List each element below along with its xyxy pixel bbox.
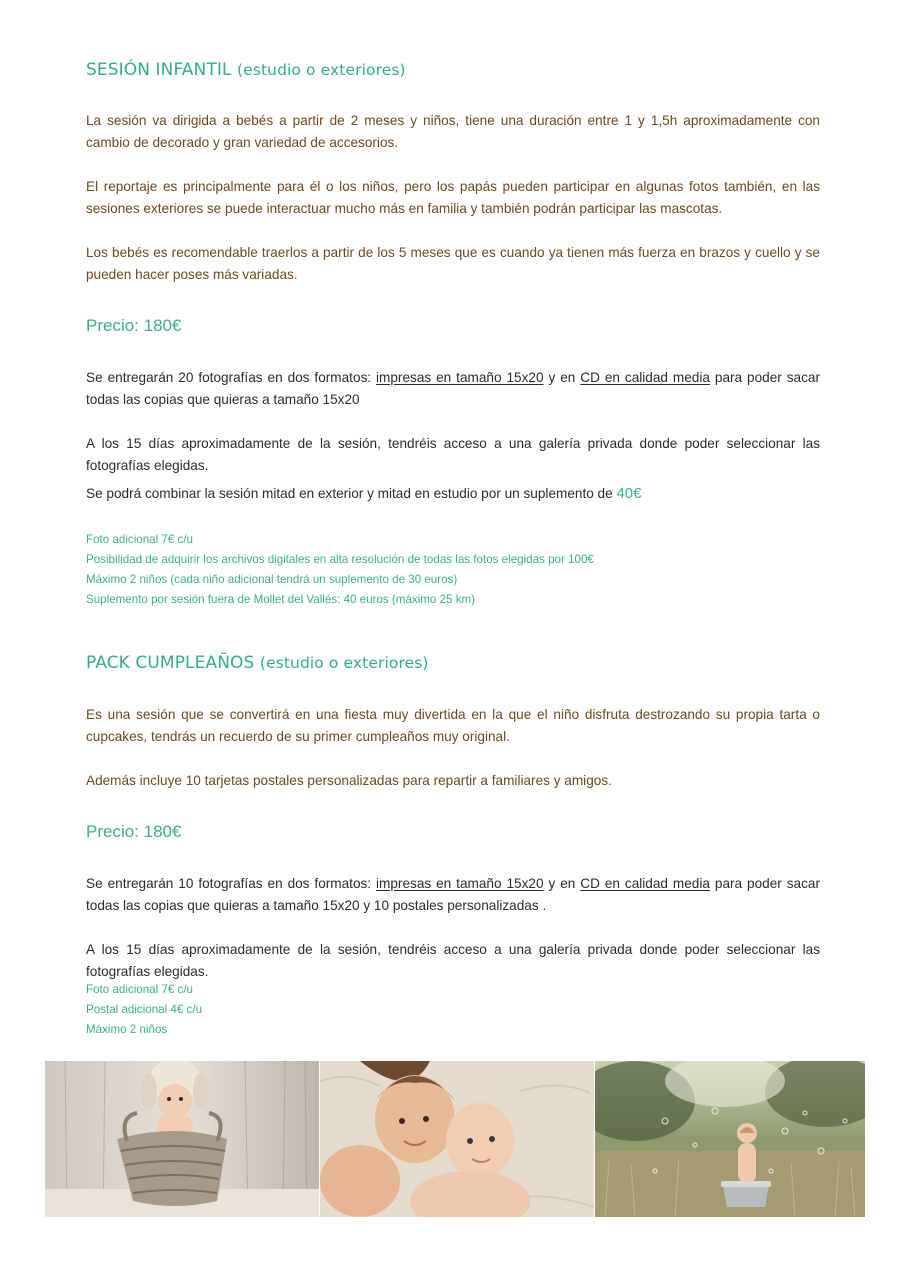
section-cumpleanos-price: Precio: 180€ xyxy=(86,822,182,841)
printed-format-link[interactable]: impresas en tamaño 15x20 xyxy=(376,876,544,891)
section-infantil-heading xyxy=(86,60,406,80)
delivery-text: y en xyxy=(543,370,581,385)
delivery-paragraph xyxy=(86,367,820,411)
cd-format-link[interactable]: CD en calidad media xyxy=(580,370,710,385)
section-infantil-notes xyxy=(86,530,594,610)
intro-paragraph: La sesión va dirigida a bebés a partir de 2 meses y niños, tiene una duración entre 1 y 1,5h aproximadamente con cambio de decorado y gran variedad de accesorios. xyxy=(86,113,820,150)
delivery-text: Se entregarán 10 fotografías en dos formatos: xyxy=(86,876,377,891)
section-cumpleanos-title: PACK CUMPLEAÑOS xyxy=(86,653,255,673)
combine-amount: 40€ xyxy=(616,485,642,502)
section-infantil-title: SESIÓN INFANTIL xyxy=(86,60,232,80)
note-item: Foto adicional 7€ c/u xyxy=(86,983,193,996)
family-paragraph: El reportaje es principalmente para él o los niños, pero los papás pueden participar en algunas fotos también, en las sesiones exteriores se puede interactuar mucho más en familia y también podrán participar las mascotas. xyxy=(86,179,820,216)
combine-paragraph xyxy=(86,483,820,505)
section-infantil-price: Precio: 180€ xyxy=(86,316,182,335)
note-item: Posibilidad de adquirir los archivos digitales en alta resolución de todas las fotos elegidas por 100€ xyxy=(86,553,594,566)
postcards-paragraph: Además incluye 10 tarjetas postales personalizadas para repartir a familiares y amigos. xyxy=(86,773,612,788)
note-item: Postal adicional 4€ c/u xyxy=(86,1003,203,1016)
birthday-gallery-paragraph: A los 15 días aproximadamente de la sesión, tendréis acceso a una galería privada donde poder seleccionar las fotografías elegidas. xyxy=(86,942,820,979)
printed-format-link[interactable]: impresas en tamaño 15x20 xyxy=(376,370,544,385)
cd-format-link[interactable]: CD en calidad media xyxy=(580,876,710,891)
note-item: Máximo 2 niños xyxy=(86,1023,168,1036)
section-cumpleanos-heading xyxy=(86,653,429,673)
birthday-intro-paragraph: Es una sesión que se convertirá en una fiesta muy divertida en la que el niño disfruta destrozando su propia tarta o cupcakes, tendrás un recuerdo de su primer cumpleaños muy original. xyxy=(86,707,820,744)
section-cumpleanos-notes xyxy=(86,980,202,1040)
delivery-text: para poder sacar todas las copias que quieras a tamaño 15x20 xyxy=(86,370,820,407)
siblings-lying-photo xyxy=(320,1061,594,1217)
note-item: Suplemento por sesión fuera de Mollet del Vallés: 40 euros (máximo 25 km) xyxy=(86,593,476,606)
birthday-delivery-paragraph xyxy=(86,873,820,917)
toddler-bubbles-outdoor-photo xyxy=(595,1061,865,1217)
gallery-paragraph: A los 15 días aproximadamente de la sesión, tendréis acceso a una galería privada donde poder seleccionar las fotografías elegidas. xyxy=(86,436,820,473)
babies-paragraph: Los bebés es recomendable traerlos a partir de los 5 meses que es cuando ya tienen más fuerza en brazos y cuello y se pueden hacer poses más variadas. xyxy=(86,245,820,282)
section-cumpleanos-subtitle: (estudio o exteriores) xyxy=(259,654,429,672)
section-infantil-subtitle: (estudio o exteriores) xyxy=(237,61,406,79)
delivery-text: y en xyxy=(543,876,581,891)
note-item: Máximo 2 niños (cada niño adicional tendrá un suplemento de 30 euros) xyxy=(86,573,458,586)
baby-in-basket-photo xyxy=(45,1061,319,1217)
combine-text: Se podrá combinar la sesión mitad en exterior y mitad en estudio por un suplemento de xyxy=(86,486,617,501)
note-item: Foto adicional 7€ c/u xyxy=(86,533,193,546)
delivery-text: para poder sacar todas las copias que quieras a tamaño 15x20 y 10 postales personalizadas . xyxy=(86,876,820,913)
delivery-text: Se entregarán 20 fotografías en dos formatos: xyxy=(86,370,377,385)
